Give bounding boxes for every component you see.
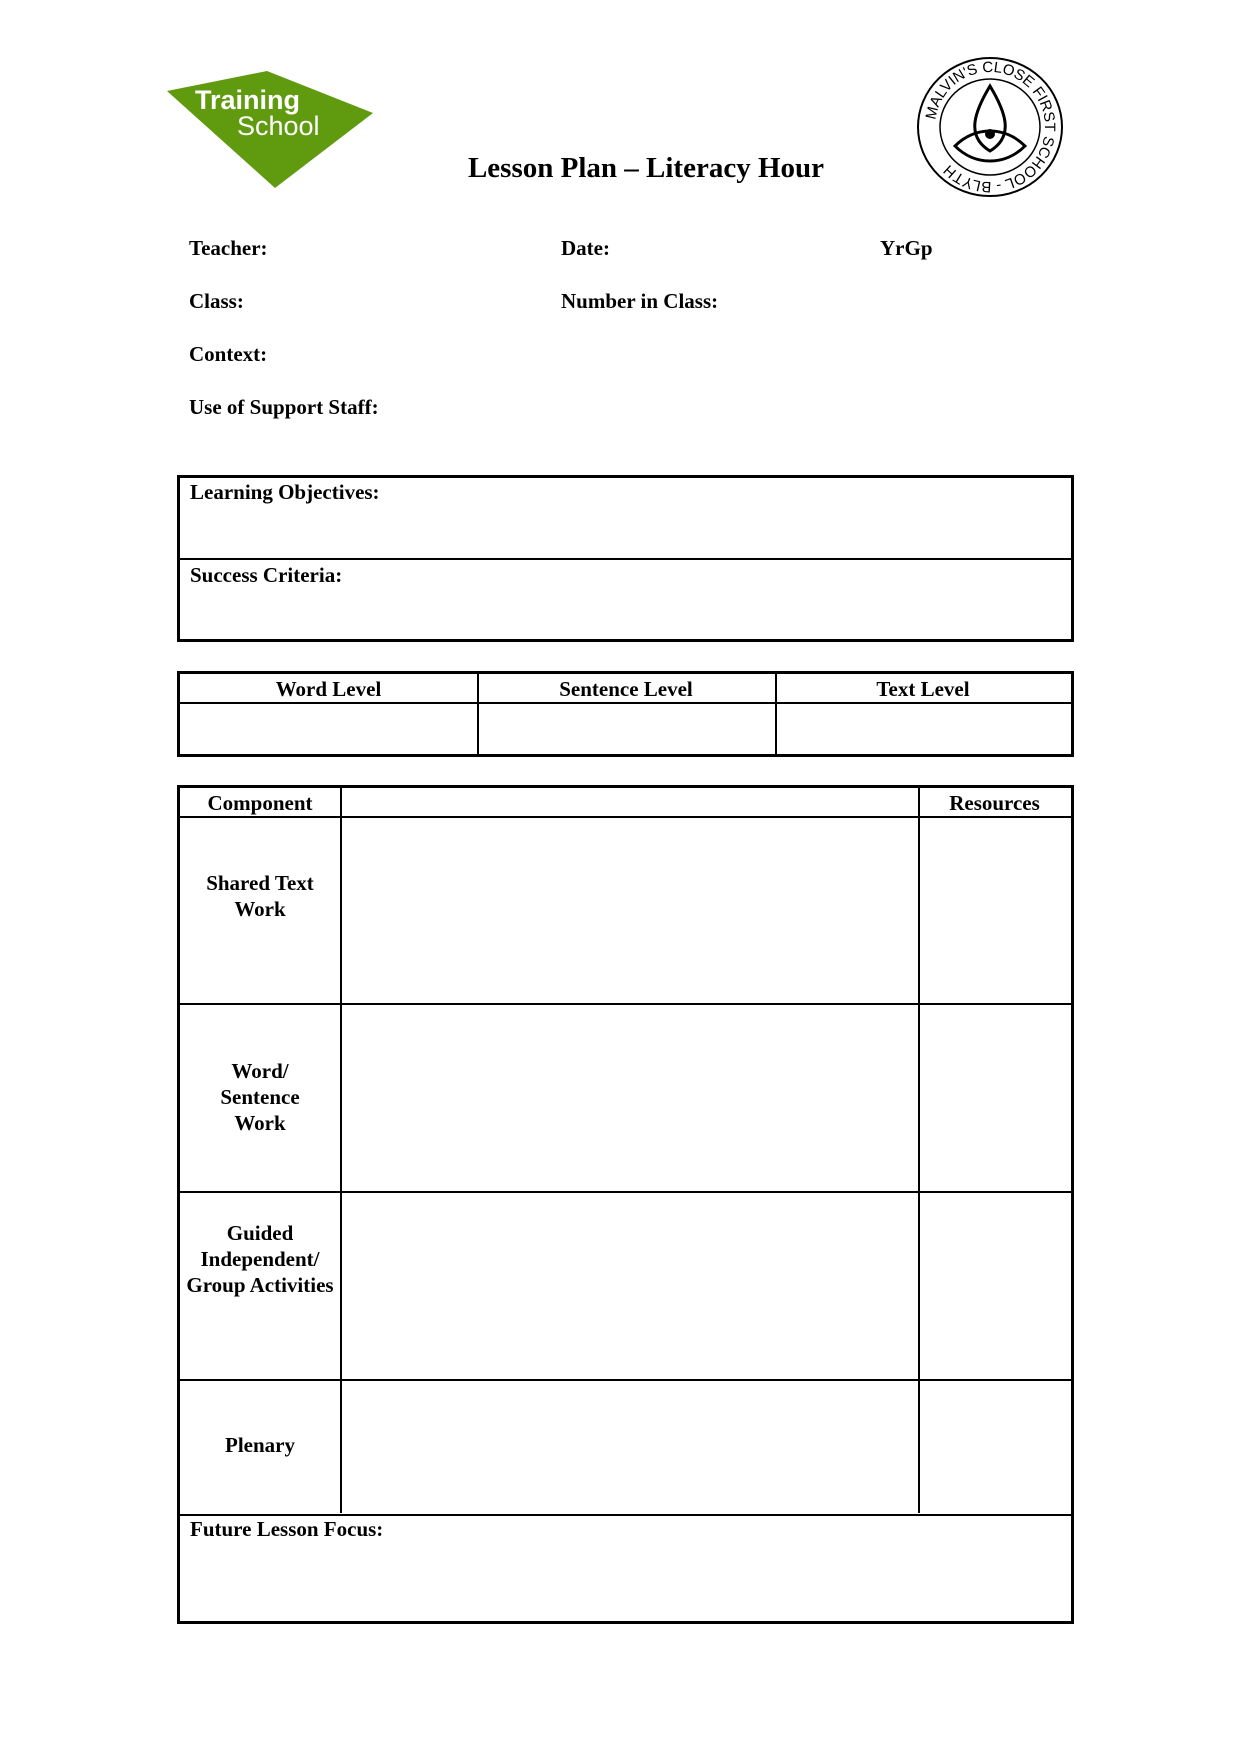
date-label: Date: [561,236,610,260]
svg-text:School: School [237,111,320,141]
word-level-header: Word Level [275,677,382,701]
row-guided-activities: Guided Independent/ Group Activities [186,1221,334,1297]
support-staff-label: Use of Support Staff: [189,395,379,419]
resources-header: Resources [949,791,1040,815]
objectives-box [177,475,1074,642]
divider [180,1379,1071,1381]
divider [180,816,1071,818]
row-word-sentence-work: Word/ Sentence Work [220,1059,300,1135]
teacher-label: Teacher: [189,236,268,260]
row-shared-text-work: Shared Text Work [206,871,314,921]
divider [180,1191,1071,1193]
sentence-level-header: Sentence Level [559,677,693,701]
page-title: Lesson Plan – Literacy Hour [467,152,825,184]
school-seal-logo [915,56,1065,198]
svg-text:Training: Training [195,85,301,115]
levels-table [177,671,1074,757]
yrgp-label: YrGp [880,236,933,260]
learning-objectives-label: Learning Objectives: [190,480,380,504]
component-header: Component [207,791,313,815]
divider [918,788,920,1513]
row-plenary: Plenary [225,1433,295,1457]
svg-text:MALVIN'S CLOSE FIRST SCHOOL -: MALVIN'S CLOSE FIRST SCHOOL - BLYTH [922,58,1059,196]
divider [180,558,1071,560]
number-in-class-label: Number in Class: [561,289,719,313]
divider [180,1003,1071,1005]
text-level-header: Text Level [876,677,970,701]
divider [340,788,342,1513]
future-lesson-focus-label: Future Lesson Focus: [190,1517,384,1541]
lesson-plan-table [177,785,1074,1624]
divider [180,702,1071,704]
divider [180,1514,1071,1516]
success-criteria-label: Success Criteria: [190,563,343,587]
context-label: Context: [189,342,268,366]
class-label: Class: [189,289,244,313]
